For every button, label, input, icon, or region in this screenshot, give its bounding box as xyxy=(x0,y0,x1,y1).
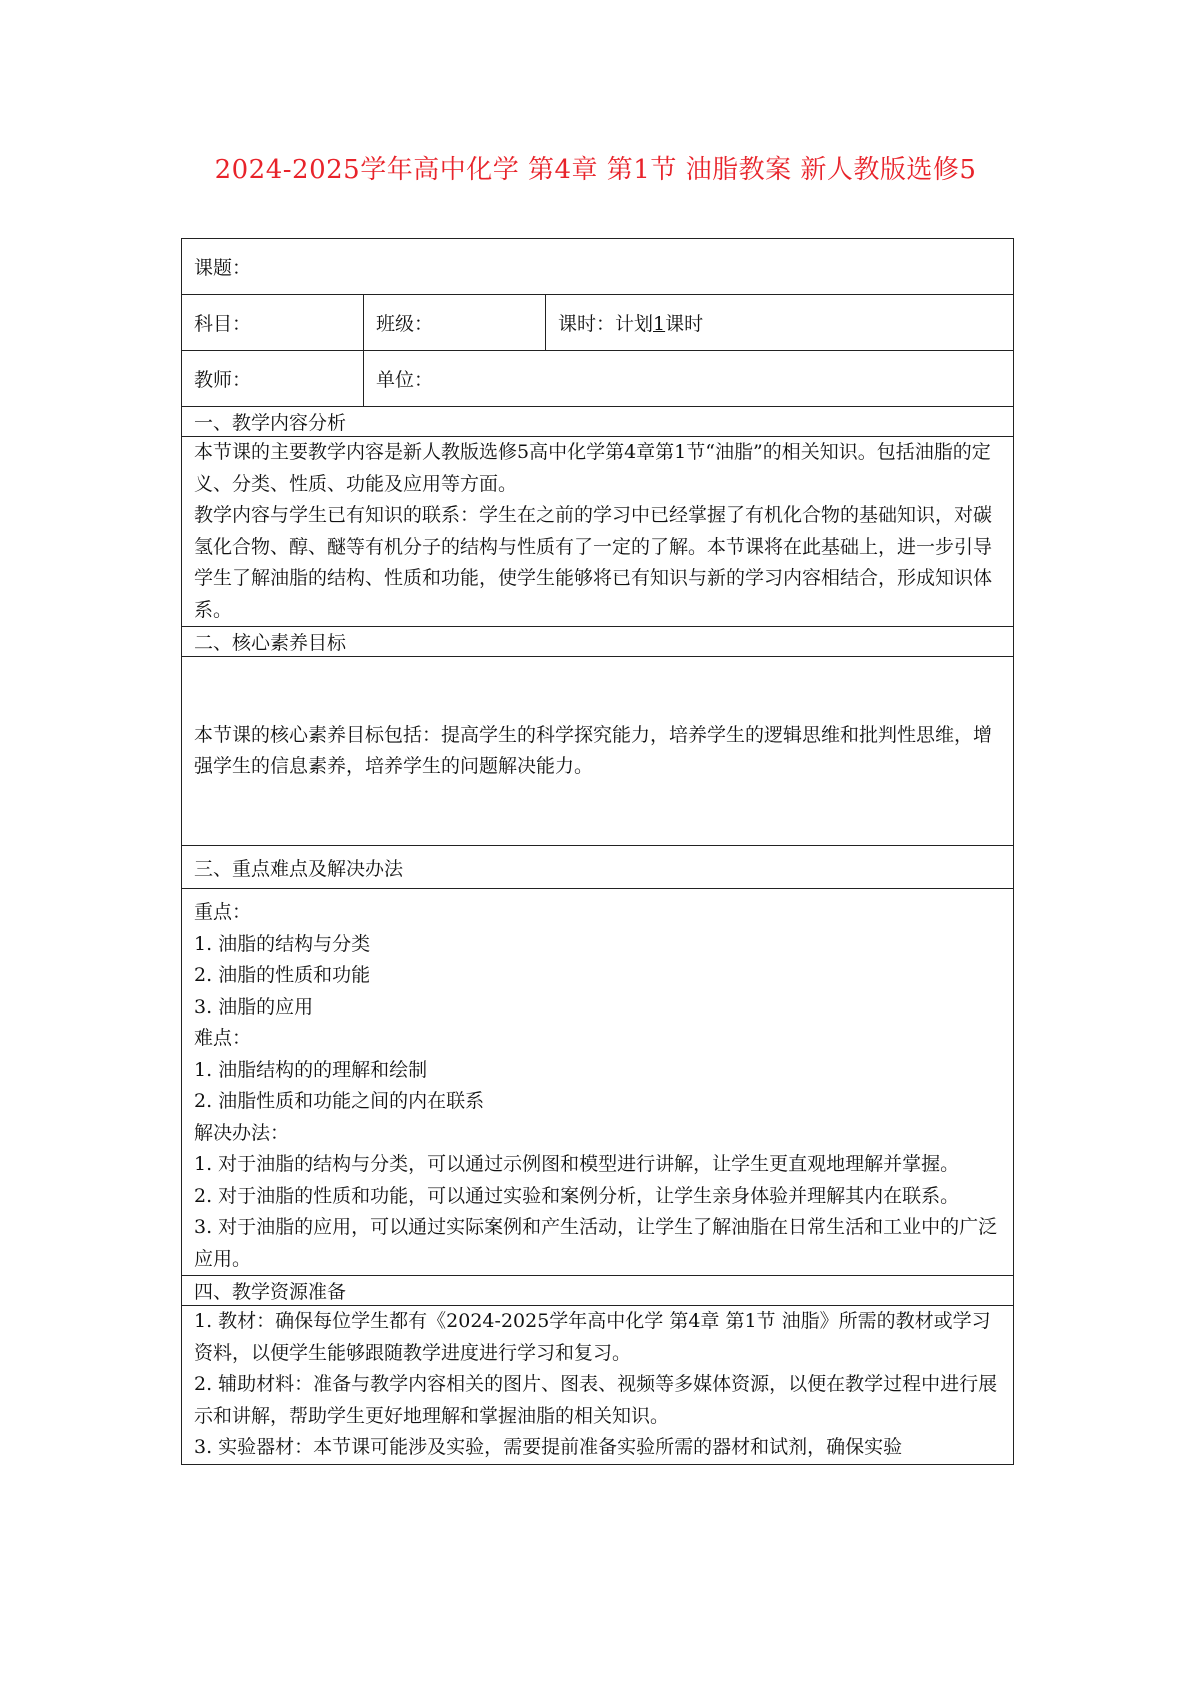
lesson-plan-table xyxy=(181,238,1014,1465)
section-2-body xyxy=(182,657,1014,846)
section-1-header xyxy=(182,407,1014,437)
subject-cell xyxy=(182,295,364,351)
section-4-body xyxy=(182,1306,1014,1465)
section-3-line: 难点： xyxy=(194,1027,252,1049)
section-1-paragraph: 本节课的主要教学内容是新人教版选修5高中化学第4章第1节“油脂”的相关知识。包括油脂的定义、分类、性质、功能及应用等方面。 xyxy=(194,441,991,495)
section-4-line: 1. 教材：确保每位学生都有《2024-2025学年高中化学 第4章 第1节 油脂》所需的教材或学习资料，以便学生能够跟随教学进度进行学习和复习。 xyxy=(194,1310,991,1364)
section-2-paragraph: 本节课的核心素养目标包括：提高学生的科学探究能力，培养学生的逻辑思维和批判性思维，增强学生的信息素养，培养学生的问题解决能力。 xyxy=(194,723,993,777)
teacher-label: 教师： xyxy=(194,369,252,391)
unit-cell xyxy=(364,351,1014,407)
topic-label: 课题： xyxy=(194,257,252,279)
period-cell xyxy=(546,295,1014,351)
section-3-title: 三、重点难点及解决办法 xyxy=(182,846,1014,889)
section-3-line: 重点： xyxy=(194,901,252,923)
section-3-line: 1. 油脂的结构与分类 xyxy=(194,932,371,955)
teacher-cell xyxy=(182,351,364,407)
period-prefix: 课时：计划 xyxy=(558,313,654,335)
period-suffix: 课时 xyxy=(665,313,704,335)
section-3-line: 3. 对于油脂的应用，可以通过实际案例和产生活动，让学生了解油脂在日常生活和工业中的广泛应用。 xyxy=(194,1216,998,1270)
section-3-line: 1. 油脂结构的的理解和绘制 xyxy=(194,1058,428,1081)
section-3-line: 2. 油脂性质和功能之间的内在联系 xyxy=(194,1090,485,1112)
section-3-line: 2. 油脂的性质和功能 xyxy=(194,964,371,986)
section-4-title: 四、教学资源准备 xyxy=(182,1276,1014,1306)
section-1-paragraph: 教学内容与学生已有知识的联系：学生在之前的学习中已经掌握了有机化合物的基础知识，对碳氢化合物、醇、醚等有机分子的结构与性质有了一定的了解。本节课将在此基础上，进一步引导学生了解油脂的结构、性质和功能，使学生能够将已有知识与新的学习内容相结合，形成知识体系。 xyxy=(194,504,993,621)
class-label: 班级： xyxy=(376,313,434,335)
section-3-line: 解决办法： xyxy=(194,1121,290,1144)
class-cell xyxy=(364,295,546,351)
subject-row xyxy=(182,295,1014,351)
section-3-line: 2. 对于油脂的性质和功能，可以通过实验和案例分析，让学生亲身体验并理解其内在联系。 xyxy=(194,1184,960,1207)
section-4-line: 2. 辅助材料：准备与教学内容相关的图片、图表、视频等多媒体资源，以便在教学过程中进行展示和讲解，帮助学生更好地理解和掌握油脂的相关知识。 xyxy=(194,1373,998,1427)
section-3-header xyxy=(182,846,1014,889)
section-3-body xyxy=(182,889,1014,1276)
section-2-header xyxy=(182,627,1014,657)
teacher-row xyxy=(182,351,1014,407)
topic-row xyxy=(182,239,1014,295)
section-1-title: 一、教学内容分析 xyxy=(182,407,1014,437)
period-number: 1 xyxy=(653,313,666,335)
topic-cell xyxy=(182,239,1014,295)
unit-label: 单位： xyxy=(376,369,434,391)
section-1-body xyxy=(182,437,1014,627)
section-4-line: 3. 实验器材：本节课可能涉及实验，需要提前准备实验所需的器材和试剂，确保实验 xyxy=(194,1436,903,1458)
section-2-title: 二、核心素养目标 xyxy=(182,627,1014,657)
document-title: 2024-2025学年高中化学 第4章 第1节 油脂教案 新人教版选修5 xyxy=(214,155,977,185)
section-3-line: 1. 对于油脂的结构与分类，可以通过示例图和模型进行讲解，让学生更直观地理解并掌握。 xyxy=(194,1153,960,1175)
section-3-line: 3. 油脂的应用 xyxy=(194,995,314,1018)
subject-label: 科目： xyxy=(194,313,252,335)
section-4-header xyxy=(182,1276,1014,1306)
